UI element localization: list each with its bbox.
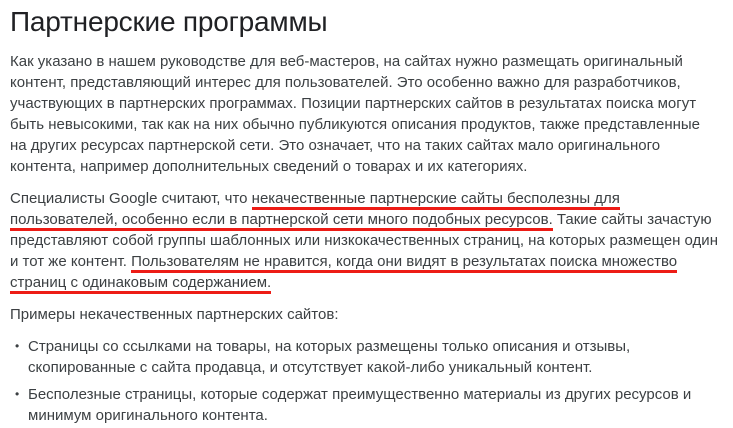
article-body	[10, 51, 719, 325]
text-segment: Как указано в нашем руководстве для веб-мастеров, на сайтах нужно размещать оригинальный контент, представляющий интерес для пользователей. Это особенно важно для разработчиков, участвующих в партнерских программах. Позиции партнерских сайтов в результатах поиска могут быть невысокими, так как на них обычно публикуются описания продуктов, также представленные на других ресурсах партнерской сети. Это означает, что на таких сайтах мало оригинального контента, например дополнительных сведений о товарах и их категориях.	[10, 53, 701, 175]
red-underlined-text: некачественные партнерские сайты бесполезны для пользователей, особенно если в партнерской сети много подобных ресурсов.	[10, 190, 620, 231]
text-segment: Специалисты Google считают, что	[10, 190, 252, 207]
text-segment: Такие сайты зачастую представляют собой группы шаблонных или низкокачественных страниц, на которых размещен один и тот же контент.	[10, 211, 718, 270]
list-item-text: Страницы со ссылками на товары, на которых размещены только описания и отзывы, скопированные с сайта продавца, и отсутствует какой-либо уникальный контент.	[28, 338, 631, 376]
paragraph	[10, 188, 719, 293]
list-item-text: Бесполезные страницы, которые содержат преимущественно материалы из других ресурсов и минимум оригинального контента.	[28, 386, 692, 424]
bullet-icon: •	[15, 387, 20, 401]
bullet-icon: •	[15, 339, 20, 353]
red-underlined-text: Пользователям не нравится, когда они видят в результатах поиска множество страниц с одинаковым содержанием.	[10, 253, 677, 294]
paragraph	[10, 304, 719, 325]
list-item	[10, 336, 719, 378]
paragraph	[10, 51, 719, 177]
list-item	[10, 384, 719, 426]
text-segment: Примеры некачественных партнерских сайтов:	[10, 306, 339, 323]
examples-list	[10, 336, 719, 426]
page-title: Партнерские программы	[10, 6, 328, 37]
